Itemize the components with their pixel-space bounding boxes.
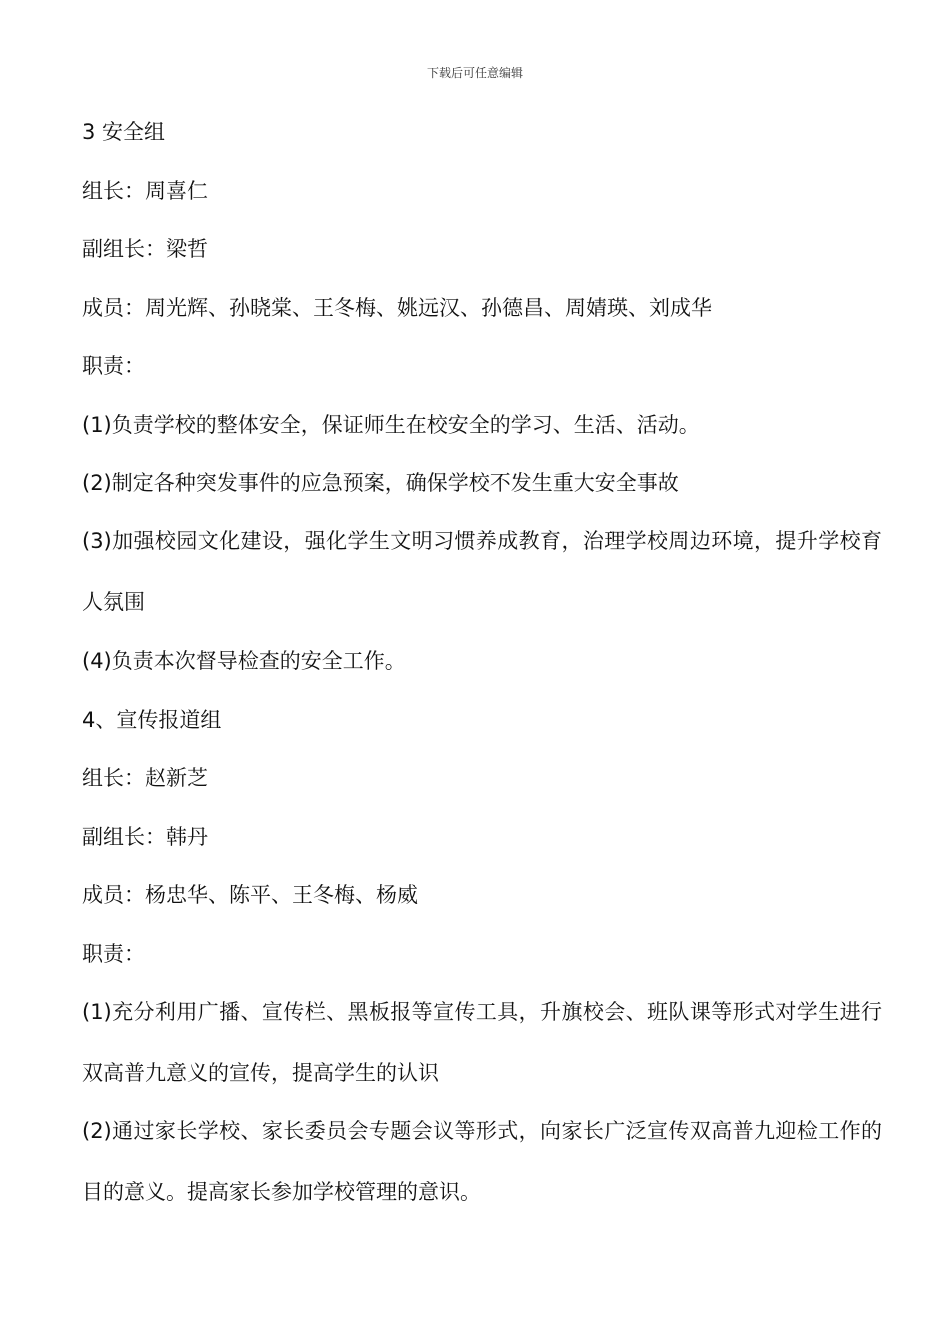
page-header: 下载后可任意编辑 bbox=[426, 66, 523, 80]
group-vice-leader: 副组长：梁哲 bbox=[82, 237, 208, 261]
duty-item: (4)负责本次督导检查的安全工作。 bbox=[82, 649, 406, 673]
group-leader: 组长：周喜仁 bbox=[82, 178, 208, 203]
section-title: 3 安全组 bbox=[82, 120, 166, 144]
group-leader: 组长：赵新芝 bbox=[82, 766, 208, 790]
duties-label: 职责： bbox=[82, 941, 145, 966]
group-members: 成员：周光辉、孙晓棠、王冬梅、姚远汉、孙德昌、周婧瑛、刘成华 bbox=[82, 295, 712, 320]
section-publicity bbox=[82, 706, 882, 1224]
duty-item: (1)负责学校的整体安全，保证师生在校安全的学习、生活、活动。 bbox=[82, 412, 700, 437]
section-safety bbox=[82, 118, 882, 675]
group-vice-leader: 副组长：韩丹 bbox=[82, 824, 208, 849]
document-body bbox=[82, 118, 882, 1237]
duty-item: (3)加强校园文化建设，强化学生文明习惯养成教育，治理学校周边环境，提升学校育人氛围 bbox=[82, 529, 882, 614]
duty-item: (2)通过家长学校、家长委员会专题会议等形式，向家长广泛宣传双高普九迎检工作的目的意义。提高家长参加学校管理的意识。 bbox=[82, 1119, 882, 1204]
section-title: 4、宣传报道组 bbox=[82, 707, 222, 732]
duties-label: 职责： bbox=[82, 354, 145, 378]
duty-item: (2)制定各种突发事件的应急预案，确保学校不发生重大安全事故 bbox=[82, 471, 679, 495]
group-members: 成员：杨忠华、陈平、王冬梅、杨威 bbox=[82, 883, 418, 907]
duty-item: (1)充分利用广播、宣传栏、黑板报等宣传工具，升旗校会、班队课等形式对学生进行双高普九意义的宣传，提高学生的认识 bbox=[82, 999, 882, 1085]
